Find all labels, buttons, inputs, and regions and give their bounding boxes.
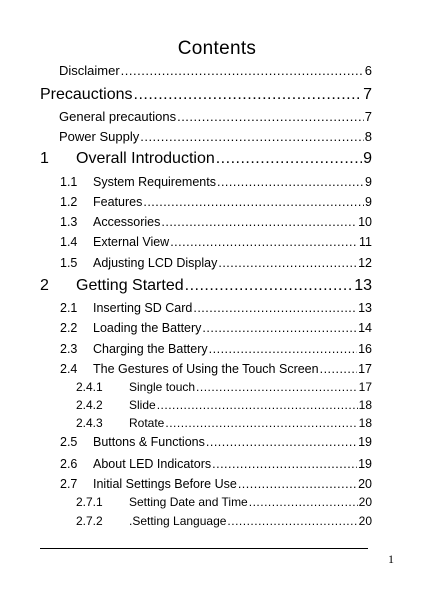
toc-entry-number: 2.4.2 [76, 398, 103, 412]
toc-entry-number: 2.6 [60, 457, 78, 471]
toc-entry-number: 1.2 [60, 195, 78, 209]
toc-entry-label: Single touch [129, 380, 196, 394]
toc-entry-page: 8 [364, 129, 372, 144]
leader-dots [202, 321, 357, 334]
leader-dots [185, 277, 354, 293]
toc-entry-1-5[interactable] [60, 256, 372, 270]
leader-dots [227, 514, 357, 526]
page-number: 1 [388, 552, 394, 566]
toc-entry-label: The Gestures of Using the Touch Screen [93, 362, 319, 376]
toc-entry-page: 6 [364, 63, 372, 78]
leader-dots [217, 175, 364, 188]
toc-entry-1-4[interactable] [60, 235, 372, 249]
toc-entry-number: 1.4 [60, 235, 78, 249]
toc-entry-label: External View [93, 235, 170, 249]
toc-entry-page: 13 [354, 277, 372, 294]
toc-entry-label: Rotate [129, 416, 165, 430]
toc-entry-label: Precauctions [40, 86, 133, 103]
leader-dots [165, 416, 357, 428]
toc-entry-page: 14 [358, 321, 372, 335]
toc-entry-label: About LED Indicators [93, 457, 212, 471]
leader-dots [209, 342, 357, 355]
leader-dots [206, 435, 357, 448]
toc-entry-page: 19 [358, 457, 372, 471]
toc-entry-page: 9 [365, 195, 372, 209]
leader-dots [161, 215, 357, 228]
toc-entry-label: Slide [129, 398, 156, 412]
leader-dots [157, 398, 358, 410]
toc-entry-label: Adjusting LCD Display [93, 256, 218, 270]
toc-entry-page: 11 [359, 235, 372, 249]
toc-entry-number: 2 [40, 277, 49, 294]
toc-entry-2-7[interactable] [60, 477, 372, 491]
toc-entry-number: 2.4.3 [76, 416, 103, 430]
leader-dots [212, 457, 357, 470]
toc-entry-number: 2.7 [60, 477, 78, 491]
toc-entry-number: 2.5 [60, 435, 78, 449]
toc-entry-number: 1 [40, 150, 49, 167]
toc-entry-general-precautions[interactable] [59, 109, 372, 124]
toc-entry-page: 17 [358, 362, 372, 376]
toc-entry-label: Initial Settings Before Use [93, 477, 237, 491]
toc-entry-2-3[interactable] [60, 342, 372, 356]
toc-entry-label: General precautions [59, 109, 177, 124]
toc-entry-page: 19 [358, 435, 372, 449]
toc-entry-label: Charging the Battery [93, 342, 208, 356]
leader-dots [238, 477, 357, 490]
toc-entry-page: 7 [363, 86, 372, 103]
toc-entry-label: .Setting Language [129, 514, 227, 528]
toc-entry-page: 16 [358, 342, 372, 356]
toc-entry-page: 20 [358, 477, 372, 491]
toc-entry-page: 18 [358, 398, 372, 412]
toc-entry-page: 18 [358, 416, 372, 430]
toc-entry-power-supply[interactable] [59, 129, 372, 144]
leader-dots [121, 63, 364, 76]
toc-entry-page: 20 [358, 495, 372, 509]
toc-entry-number: 2.7.1 [76, 495, 103, 509]
toc-entry-2-4-1[interactable] [76, 380, 372, 394]
toc-entry-label: Inserting SD Card [93, 301, 193, 315]
leader-dots [196, 380, 358, 392]
contents-title: Contents [177, 38, 257, 59]
toc-entry-2-6[interactable] [60, 457, 372, 471]
toc-entry-1-2[interactable] [60, 195, 372, 209]
toc-entry-2-4-2[interactable] [76, 398, 372, 412]
toc-entry-2-2[interactable] [60, 321, 372, 335]
leader-dots [140, 129, 364, 142]
toc-entry-2-4[interactable] [60, 362, 372, 376]
leader-dots [216, 150, 362, 166]
toc-entry-number: 1.1 [60, 175, 78, 189]
toc-entry-number: 2.1 [60, 301, 78, 315]
toc-entry-number: 2.4 [60, 362, 78, 376]
toc-entry-2-7-1[interactable] [76, 495, 372, 509]
toc-entry-2-4-3[interactable] [76, 416, 372, 430]
toc-entry-page: 20 [358, 514, 372, 528]
toc-entry-page: 10 [358, 215, 372, 229]
leader-dots [249, 495, 358, 507]
toc-entry-label: Loading the Battery [93, 321, 202, 335]
toc-entry-label: Overall Introduction [76, 150, 215, 167]
leader-dots [320, 362, 358, 375]
toc-entry-page: 12 [358, 256, 372, 270]
toc-entry-label: Buttons & Functions [93, 435, 205, 449]
toc-entry-number: 2.2 [60, 321, 78, 335]
toc-entry-label: Features [93, 195, 143, 209]
leader-dots [134, 86, 363, 102]
toc-entry-label: Disclaimer [59, 63, 120, 78]
leader-dots [193, 301, 357, 314]
toc-entry-page: 9 [365, 175, 372, 189]
toc-entry-number: 2.3 [60, 342, 78, 356]
toc-entry-page: 9 [363, 150, 372, 167]
toc-entry-1[interactable] [40, 150, 372, 168]
toc-entry-number: 1.3 [60, 215, 78, 229]
toc-entry-page: 13 [358, 301, 372, 315]
toc-entry-precauctions[interactable] [40, 86, 372, 104]
leader-dots [170, 235, 358, 248]
toc-entry-label: Getting Started [76, 277, 184, 294]
toc-entry-2-7-2[interactable] [76, 514, 372, 528]
toc-entry-1-3[interactable] [60, 215, 372, 229]
toc-entry-number: 2.4.1 [76, 380, 103, 394]
leader-dots [143, 195, 364, 208]
toc-entry-2[interactable] [40, 277, 372, 295]
toc-entry-label: Power Supply [59, 129, 140, 144]
toc-entry-2-1[interactable] [60, 301, 372, 315]
toc-entry-number: 1.5 [60, 256, 78, 270]
leader-dots [218, 256, 357, 269]
toc-entry-2-5[interactable] [60, 435, 372, 449]
toc-entry-1-1[interactable] [60, 175, 372, 189]
toc-entry-label: Accessories [93, 215, 161, 229]
toc-entry-page: 7 [364, 109, 372, 124]
footer-divider [40, 548, 368, 549]
toc-entry-label: System Requirements [93, 175, 216, 189]
toc-entry-disclaimer[interactable] [59, 63, 372, 78]
toc-entry-label: Setting Date and Time [129, 495, 248, 509]
toc-entry-page: 17 [358, 380, 372, 394]
leader-dots [177, 109, 364, 122]
toc-entry-number: 2.7.2 [76, 514, 103, 528]
